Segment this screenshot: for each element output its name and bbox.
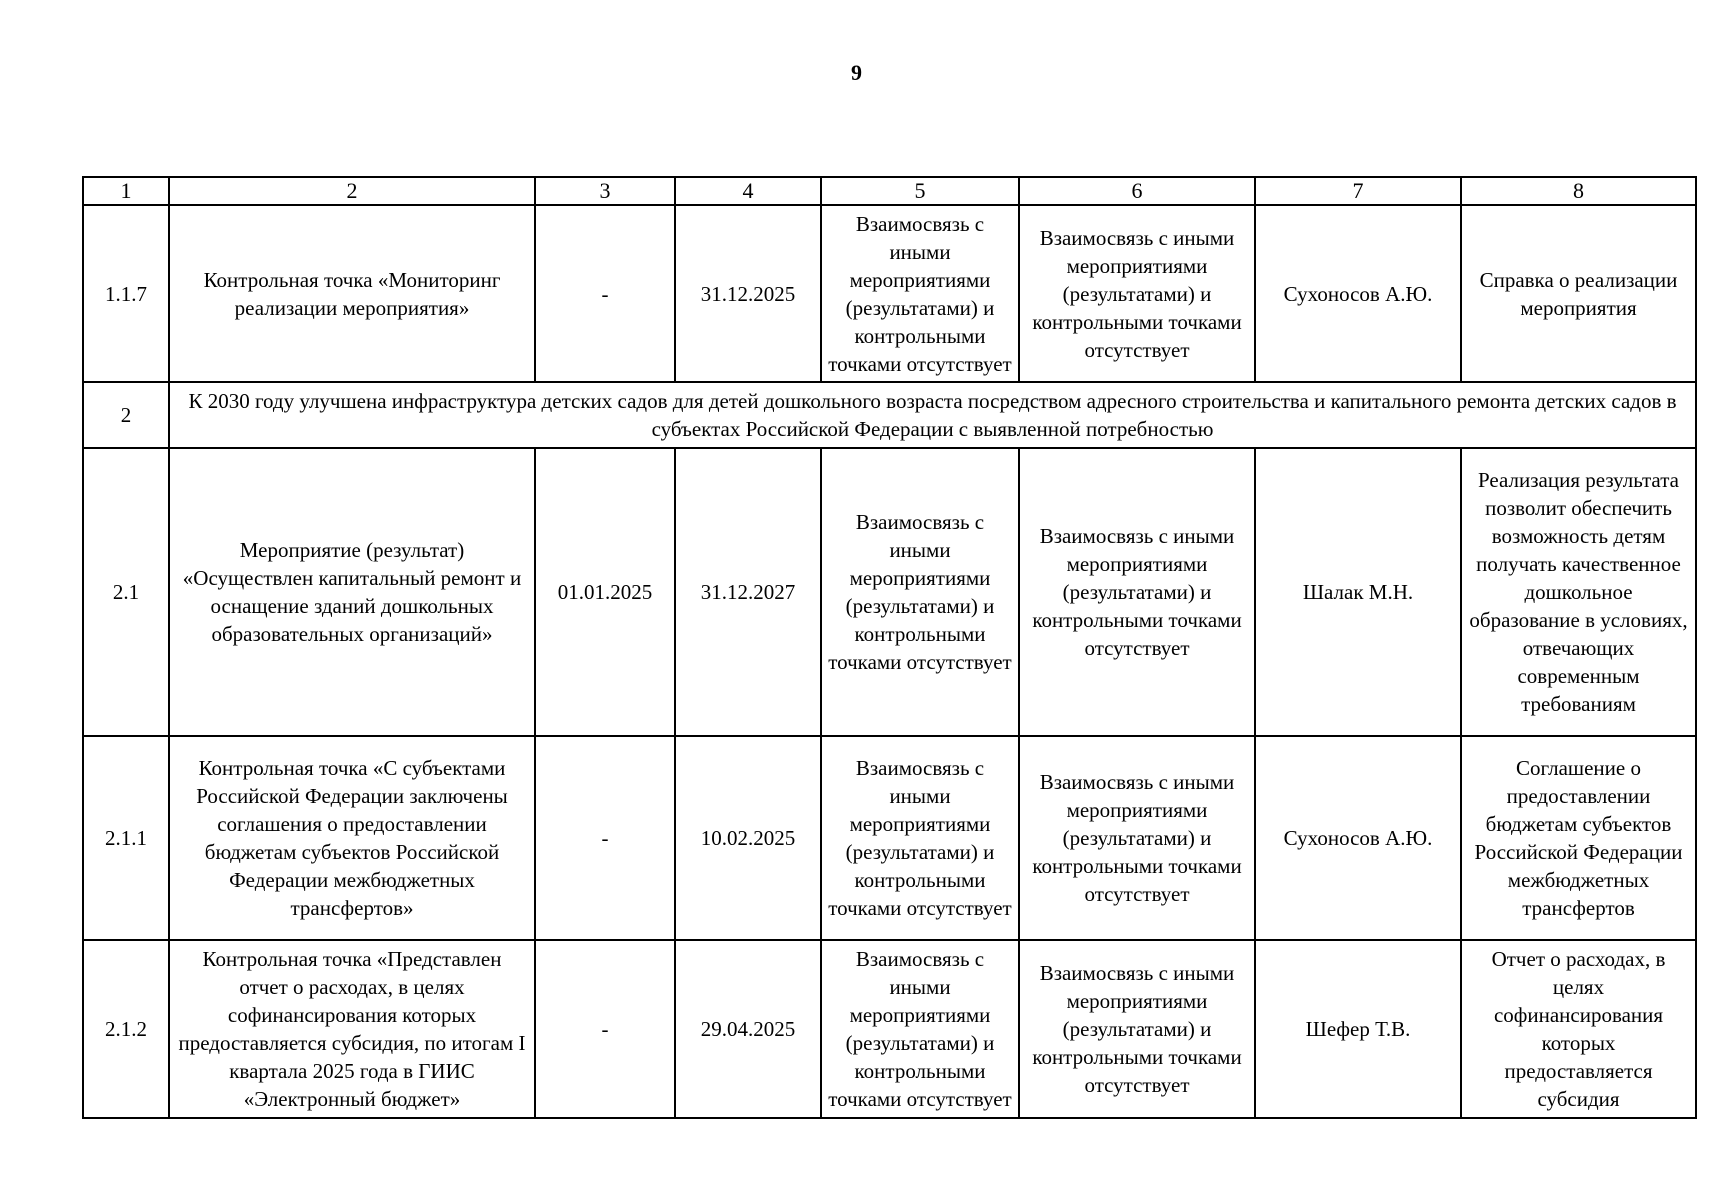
- row-prev-link: Взаимосвязь с иными мероприятиями (результатами) и контрольными точками отсутствует: [821, 736, 1019, 940]
- column-number-row: [83, 177, 1696, 205]
- row-prev-link: Взаимосвязь с иными мероприятиями (результатами) и контрольными точками отсутствует: [821, 205, 1019, 382]
- column-header: 3: [535, 177, 675, 205]
- row-prev-link: Взаимосвязь с иными мероприятиями (результатами) и контрольными точками отсутствует: [821, 940, 1019, 1118]
- row-name: Мероприятие (результат) «Осуществлен капитальный ремонт и оснащение зданий дошкольных образовательных организаций»: [169, 448, 535, 736]
- row-end-date: 10.02.2025: [675, 736, 821, 940]
- row-prev-link: Взаимосвязь с иными мероприятиями (результатами) и контрольными точками отсутствует: [821, 448, 1019, 736]
- row-start-date: -: [535, 736, 675, 940]
- row-name: Контрольная точка «Представлен отчет о расходах, в целях софинансирования которых предоставляется субсидия, по итогам I квартала 2025 года в ГИИС «Электронный бюджет»: [169, 940, 535, 1118]
- row-result: Реализация результата позволит обеспечить возможность детям получать качественное дошкольное образование в условиях, отвечающих современным требованиям: [1461, 448, 1696, 736]
- table-row: [83, 940, 1696, 1118]
- task-text: К 2030 году улучшена инфраструктура детских садов для детей дошкольного возраста посредством адресного строительства и капитального ремонта детских садов в субъектах Российской Федерации с выявленной потребностью: [169, 382, 1696, 448]
- plan-table: [82, 176, 1697, 1119]
- column-header: 2: [169, 177, 535, 205]
- row-responsible: Шалак М.Н.: [1255, 448, 1461, 736]
- row-result: Отчет о расходах, в целях софинансирования которых предоставляется субсидия: [1461, 940, 1696, 1118]
- table-row: [83, 205, 1696, 382]
- column-header: 7: [1255, 177, 1461, 205]
- row-responsible: Сухоносов А.Ю.: [1255, 736, 1461, 940]
- row-start-date: -: [535, 205, 675, 382]
- row-name: Контрольная точка «С субъектами Российской Федерации заключены соглашения о предоставлении бюджетам субъектов Российской Федерации межбюджетных трансфертов»: [169, 736, 535, 940]
- row-start-date: 01.01.2025: [535, 448, 675, 736]
- column-header: 4: [675, 177, 821, 205]
- column-header: 5: [821, 177, 1019, 205]
- column-header: 8: [1461, 177, 1696, 205]
- row-start-date: -: [535, 940, 675, 1118]
- row-responsible: Шефер Т.В.: [1255, 940, 1461, 1118]
- task-number: 2: [83, 382, 169, 448]
- row-result: Справка о реализации мероприятия: [1461, 205, 1696, 382]
- table-row: [83, 448, 1696, 736]
- row-end-date: 29.04.2025: [675, 940, 821, 1118]
- row-number: 1.1.7: [83, 205, 169, 382]
- column-header: 6: [1019, 177, 1255, 205]
- column-header: 1: [83, 177, 169, 205]
- row-end-date: 31.12.2025: [675, 205, 821, 382]
- row-next-link: Взаимосвязь с иными мероприятиями (результатами) и контрольными точками отсутствует: [1019, 448, 1255, 736]
- row-end-date: 31.12.2027: [675, 448, 821, 736]
- row-number: 2.1: [83, 448, 169, 736]
- row-responsible: Сухоносов А.Ю.: [1255, 205, 1461, 382]
- task-row: [83, 382, 1696, 448]
- row-next-link: Взаимосвязь с иными мероприятиями (результатами) и контрольными точками отсутствует: [1019, 736, 1255, 940]
- table-row: [83, 736, 1696, 940]
- row-next-link: Взаимосвязь с иными мероприятиями (результатами) и контрольными точками отсутствует: [1019, 205, 1255, 382]
- row-result: Соглашение о предоставлении бюджетам субъектов Российской Федерации межбюджетных трансфертов: [1461, 736, 1696, 940]
- row-number: 2.1.1: [83, 736, 169, 940]
- row-number: 2.1.2: [83, 940, 169, 1118]
- page-number: 9: [851, 60, 862, 85]
- row-name: Контрольная точка «Мониторинг реализации мероприятия»: [169, 205, 535, 382]
- row-next-link: Взаимосвязь с иными мероприятиями (результатами) и контрольными точками отсутствует: [1019, 940, 1255, 1118]
